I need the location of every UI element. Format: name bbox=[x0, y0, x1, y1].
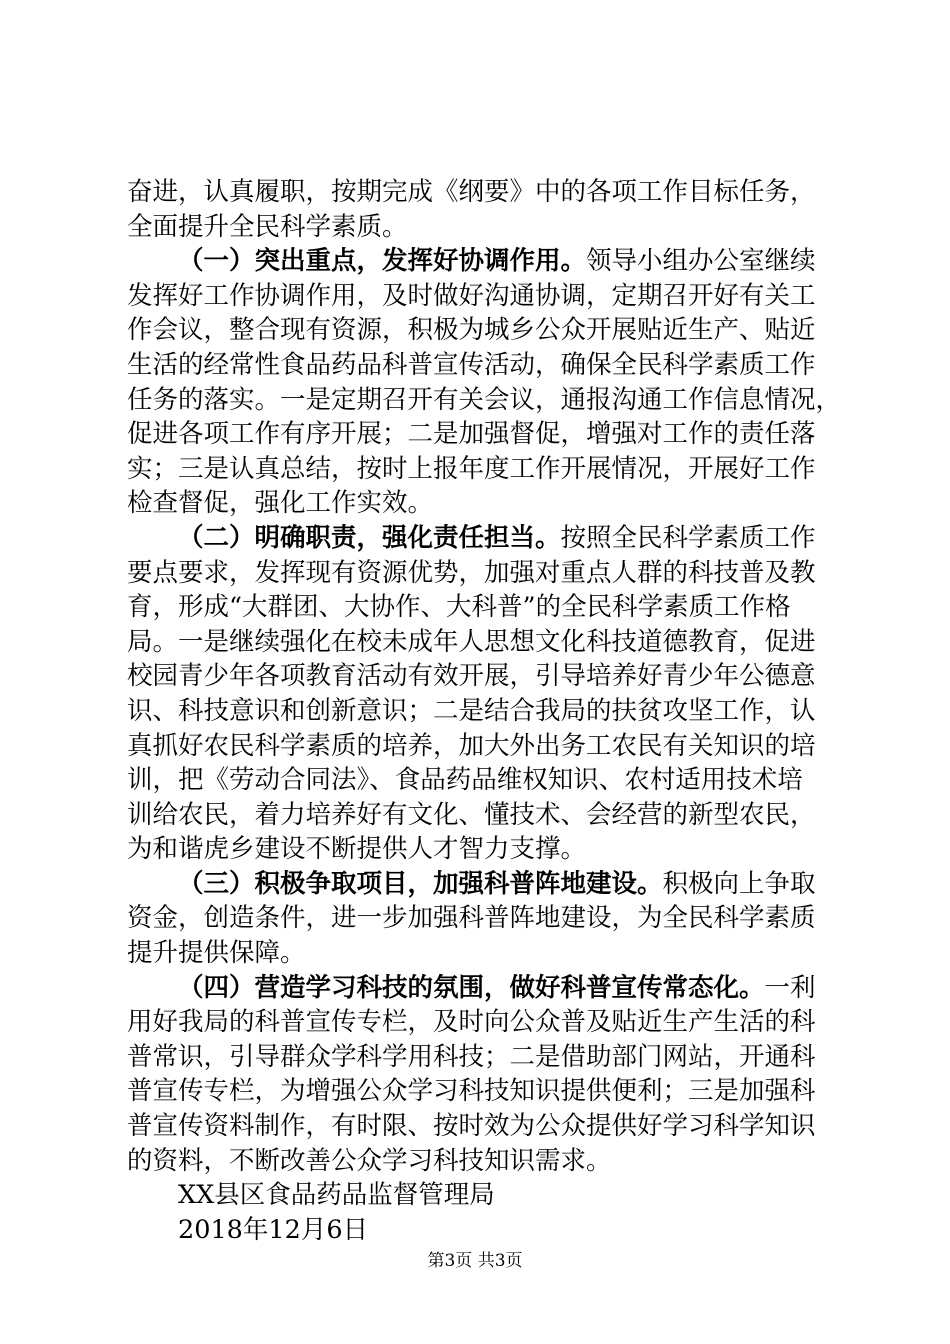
body-line: 资金，创造条件，进一步加强科普阵地建设，为全民科学素质 bbox=[127, 903, 816, 934]
body-line: 作会议，整合现有资源，积极为城乡公众开展贴近生产、贴近 bbox=[127, 315, 816, 346]
section-1-first-line bbox=[127, 244, 839, 279]
section-text: 一利 bbox=[764, 972, 816, 1003]
section-text: 领导小组办公室继续 bbox=[586, 246, 816, 277]
body-line: 任务的落实。一是定期召开有关会议，通报沟通工作信息情况， bbox=[127, 384, 842, 415]
body-line: 校园青少年各项教育活动有效开展，引导培养好青少年公德意 bbox=[127, 661, 816, 692]
body-line: 的资料，不断改善公众学习科技知识需求。 bbox=[127, 1145, 612, 1176]
body-line: 提升提供保障。 bbox=[127, 938, 306, 969]
document-body bbox=[127, 175, 842, 1247]
body-line: 局。一是继续强化在校未成年人思想文化科技道德教育，促进 bbox=[127, 626, 816, 657]
body-line: 全面提升全民科学素质。 bbox=[127, 211, 408, 242]
signature-date: 2018年12月6日 bbox=[178, 1214, 369, 1245]
section-3-first-line bbox=[127, 867, 839, 902]
body-line: 训给农民，着力培养好有文化、懂技术、会经营的新型农民， bbox=[127, 799, 816, 830]
section-text: 按照全民科学素质工作 bbox=[560, 522, 816, 553]
body-line: 育，形成“大群团、大协作、大科普”的全民科学素质工作格 bbox=[127, 592, 791, 623]
section-heading: （三）积极争取项目，加强科普阵地建设。 bbox=[178, 868, 663, 899]
body-line: 普宣传专栏，为增强公众学习科技知识提供便利；三是加强科 bbox=[127, 1076, 816, 1107]
body-line: 发挥好工作协调作用，及时做好沟通协调，定期召开好有关工 bbox=[127, 280, 816, 311]
body-line: 要点要求，发挥现有资源优势，加强对重点人群的科技普及教 bbox=[127, 557, 816, 588]
body-line: 真抓好农民科学素质的培养，加大外出务工农民有关知识的培 bbox=[127, 730, 816, 761]
body-line: 识、科技意识和创新意识；二是结合我局的扶贫攻坚工作，认 bbox=[127, 695, 816, 726]
section-heading: （二）明确职责，强化责任担当。 bbox=[178, 522, 561, 553]
body-line: 检查督促，强化工作实效。 bbox=[127, 488, 434, 519]
body-line: 生活的经常性食品药品科普宣传活动，确保全民科学素质工作 bbox=[127, 349, 816, 380]
section-4-first-line bbox=[127, 971, 839, 1006]
page-footer: 第3页 共3页 bbox=[427, 1251, 523, 1271]
signature-org: XX县区食品药品监督管理局 bbox=[178, 1180, 495, 1211]
body-line: 训，把《劳动合同法》、食品药品维权知识、农村适用技术培 bbox=[127, 765, 803, 796]
section-heading: （一）突出重点，发挥好协调作用。 bbox=[178, 246, 587, 277]
body-line: 普宣传资料制作，有时限、按时效为公众提供好学习科学知识 bbox=[127, 1111, 816, 1142]
body-line: 用好我局的科普宣传专栏，及时向公众普及贴近生产生活的科 bbox=[127, 1007, 816, 1038]
section-text: 积极向上争取 bbox=[662, 868, 816, 899]
section-heading: （四）营造学习科技的氛围，做好科普宣传常态化。 bbox=[178, 972, 765, 1003]
body-line: 普常识，引导群众学科学用科技；二是借助部门网站，开通科 bbox=[127, 1041, 816, 1072]
body-line: 奋进，认真履职，按期完成《纲要》中的各项工作目标任务， bbox=[127, 177, 816, 207]
body-line: 实；三是认真总结，按时上报年度工作开展情况，开展好工作 bbox=[127, 453, 816, 484]
section-2-first-line bbox=[127, 521, 839, 556]
body-line: 为和谐虎乡建设不断提供人才智力支撑。 bbox=[127, 834, 587, 865]
body-line: 促进各项工作有序开展；二是加强督促，增强对工作的责任落 bbox=[127, 419, 816, 450]
